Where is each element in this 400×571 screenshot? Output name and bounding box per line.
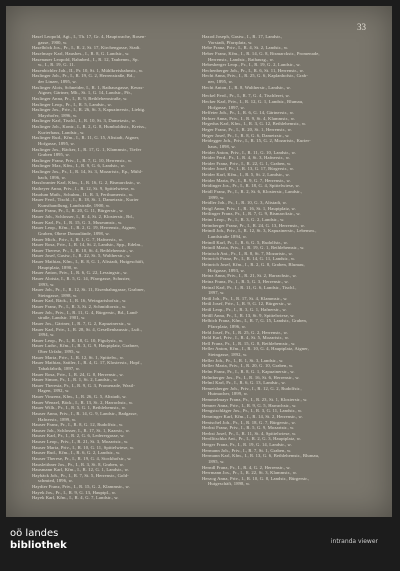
directory-entry-line: Hazod Joseph, Gastw., I., R. 17, Landstr., xyxy=(202,34,283,39)
directory-entry-line: Hauser Rud., Kfm., I., R. 6, G. 2, Landstr., w. xyxy=(32,450,121,456)
scanned-page xyxy=(6,6,392,517)
directory-entry-line: Hayek Jos., Pr., I., R. 9, G. 13, Hauptpl., w. xyxy=(32,489,117,495)
directory-entry-line: Helm Franz, Pr., I., R. 8, G. 1, Kapuzinerstr., w. xyxy=(202,368,295,374)
page-number: 33 xyxy=(357,22,366,32)
directory-entry-line: schmied, 1896, w. xyxy=(38,478,73,484)
directory-entry-line: 1894, w. xyxy=(38,332,55,338)
directory-entry-line: Hauer Mathias, Kfm., I., R. 8, G. 1, Altstadt, Hutgeschäft, xyxy=(32,259,145,264)
directory-entry-line: Hausmann Karl, Kfm., I., R. 12, G. 1, Landstr., w. xyxy=(32,467,129,473)
directory-entry-line: Haslinger Jos., Bäcker, I., R. 17, G. 1, Klammstr., Tiefer xyxy=(32,146,142,152)
directory-entry-line: Hauer Rosa, Priv., I., R. 24, G. 8, Herrenstr., w. xyxy=(32,371,124,377)
directory-entry-line: Haudum Math., Schuhm., II., R. 3, Ferihumerstr., w. xyxy=(32,191,134,197)
directory-entry-line: Hasslwanter Karl, Kfm., I., R. 16, G. 2, Bismarckstr., w. xyxy=(32,180,141,186)
directory-entry-line: Heiß Joh., Pr., I., R. 17, St. 4, Klammstr., w. xyxy=(202,295,288,301)
directory-entry-line: der Linzer, 1895, w. xyxy=(38,79,77,84)
directory-entry-line: haus, 1898, w. xyxy=(208,143,236,149)
directory-entry-line: Hauer Jos., Gärtner, I., R. 7, G. 2, Kapuzinerstr., w. xyxy=(32,320,132,326)
directory-entry-line: Hutmacher, 1899, w. xyxy=(208,391,249,397)
directory-entry-line: Hauer Joh., Schlosser, I., R. 4, St. 2, Klosterstr., Bd., xyxy=(32,214,135,219)
directory-entry-line: Heindl Joh., Priv., I., R. 12, St. 3, Kapuzinerstr., Lebensm., xyxy=(202,228,317,234)
directory-entry-line: Heider Josef, Pr., I., R. 13, G. 17, Bürgerstr., w. xyxy=(202,166,295,172)
directory-entry-line: Hecht Anton, I., R. 8, Waltherstr., Landstr., w. xyxy=(202,84,291,90)
directory-entry-line: Ober Urfahr, 1895, w. xyxy=(38,349,81,354)
directory-entry-line: Hauser Maria, Priv., I., R. 10, G. 11, Spittelwiese, w. xyxy=(32,444,135,450)
directory-entry-line: Haslinger Max, Kfm., I., R. 9, G. 6, Landstr., w. xyxy=(32,163,126,169)
directory-entry-line: Herger Franz, Pr., I., R. 19, G. 14, Landstr., w. xyxy=(202,442,292,447)
directory-entry-line: Hauer Mathias, Sattler, I., R. 4, G. 17, Klosterstr., Hopf., xyxy=(32,360,143,366)
logo-line-1: oö landes xyxy=(10,528,59,539)
directory-entry-line: Hauer Joh., Priv., I., R. 11, G. 4, Bürgerstr., Bd., Land- xyxy=(32,309,139,315)
directory-entry-line: Hegedus Karl, Kfm., I., R. 3, G. 12, Bethlehemstr., w. xyxy=(202,121,307,127)
directory-entry-line: Hauser Anna, Priv., I., R. 14, G. 9, Landstr., Badgasse, xyxy=(32,410,138,416)
directory-entry-line: Heimberger Franz, Pr., I., R. 24, G. 13, Herrenstr., w. xyxy=(202,222,305,228)
directory-entry-line: Haselmayr Karl, Hausbes., I., R. 8, G. Landstr., w. xyxy=(32,50,130,56)
directory-entry-line: Helml Karl, Pr., I., R. 6, G. 13, Landstr., w. xyxy=(202,380,286,386)
directory-entry-line: Heidinger Jos., Pr., I., R. 18, G. 4, Spittelwiese, w. xyxy=(202,183,300,189)
directory-entry-line: Steingasse, 1898, w. xyxy=(38,292,78,298)
directory-entry-line: Hemmelmayr Franz, Pr., I., R. 23, St. 1, Klosterstr., w. xyxy=(202,397,308,402)
directory-entry-line: Heindl Karl, Pr., I., R. 6, G. 5, Rudolfstr., w. xyxy=(202,239,289,245)
directory-entry-line: Haslinger Joh., Kontr., I., R. 2, G. 8, Humboldtstr., Kreiss., xyxy=(32,124,147,129)
directory-entry-line: Heidler Joh., Pr., I., R. 10, G. 3, Altstadt, w. xyxy=(202,200,288,206)
directory-entry-line: Heller Joh., Pr., I., R. 1, St. 3, Landstr., w. xyxy=(202,357,284,363)
directory-entry-line: Hauer Franz, Pr., I., R. 20, G. 11, Bürgerstr., w. xyxy=(32,208,124,214)
directory-entry-line: Hauer Mich., Priv., I., R. 1, G. 7, Hafnerstr., w. xyxy=(32,236,124,242)
directory-entry-line: Landstraße 1894, w. xyxy=(208,233,248,239)
directory-entry-line: Hayek Karl, Kfm., I., R. 4, G. 7, Landstr., w. xyxy=(32,495,119,501)
directory-entry-line: Heger Josef, Pr., I., R. 8, G. 6, Dametzstr., w. xyxy=(202,132,290,138)
directory-entry-line: Hermann Karl, Kfm., I., R. 13, G. 6, Bethlehemstr., Blumau, xyxy=(202,453,320,459)
directory-entry-line: Hafnerstr., 1899, w. xyxy=(38,416,77,422)
directory-entry-line: Heider Anton, Priv., I., R. 11, G. 10, Landstr., w. xyxy=(202,149,297,155)
directory-entry-line: Hauer Karl, Bäck., I., R. 16, Weingartshofstr., w. xyxy=(32,298,127,304)
directory-entry-line: Heller Maria, Priv., I., R. 20, G. 10, Graben, w. xyxy=(202,363,294,369)
directory-entry-line: Hatheyer Anna, Priv., I., R. 12, St. 9, Spittelwiese, w. xyxy=(32,185,136,191)
directory-entry-line: Hauer Aloisia, I., R. 5, G. 14, Pfarrgasse, Schuster, xyxy=(32,275,131,281)
right-column xyxy=(202,34,370,487)
directory-entry-line: Hauer Rosa, Priv., I., R. 14, St. 2, Landstr., Spp., Edelm., xyxy=(32,242,143,248)
directory-entry-line: Heinisch Ant., Pr., I., R. 8, St. 7, Mozartstr., w. xyxy=(202,250,293,256)
directory-entry-line: Haslinger Leop., Pr., I., R. 5, Landstr., w. xyxy=(32,101,112,107)
directory-entry-line: Heinrich Josef, Kfm., I., R. 2, G. 8, Graben, Blumau, xyxy=(202,262,305,267)
directory-entry-line: Hermann Joh., Priv., I., R. 7, St. 1, Graben, w. xyxy=(202,447,292,453)
directory-entry-line: Heider Karl, Kfm., I., R. 5, St. 2, Landstr., w. xyxy=(202,172,290,177)
directory-entry-line: Hauer Ludw., Kfm., I., R. 3, G. 9, Hauptplatz, Grabner, xyxy=(32,343,140,349)
directory-entry-line: Hauser Karl, Pr., I., R. 2, G. 6, Lederergasse, w. xyxy=(32,433,125,439)
directory-entry-line: ner, 1895, w. xyxy=(208,79,233,84)
directory-entry-line: Heger Franz, Pr., I., R. 20, St. 1, Herrenstr., w. xyxy=(202,127,293,132)
directory-entry-line: Heckel Ferd., Pr., I., R. 7, G. 4, Tischlerei, w. xyxy=(202,93,290,99)
directory-entry-line: Hauer Vinzenz, Kfm., I., R. 26, G. 5, Altstadt, w. xyxy=(32,394,127,399)
directory-entry-line: Heller Anton, Kfm., I., R. 10, G. 4, Hauptplatz, Aigner, xyxy=(202,346,309,352)
directory-entry-line: Pfarrplatz, 1896, w. xyxy=(208,323,247,329)
directory-entry-line: Heim Leop., Pr., I., R. 3, G. 2, Landstr., w. xyxy=(202,217,285,222)
directory-entry-line: Hauer Ferd., Tischl., I., R. 18, St. 1, Dametzstr., Kurier xyxy=(32,197,139,203)
directory-entry-line: Held Karl, Priv., I., R. 4, St. 5, Mozartstr., w. xyxy=(202,335,290,341)
left-column xyxy=(32,34,196,501)
directory-entry-line: Heidegger Joh., Priv., I., R. 15, G. 2, Mozartstr., Kurier- xyxy=(202,138,311,144)
directory-entry-line: gasse, 1900, w. xyxy=(38,39,68,45)
directory-entry-line: Hengstschläger Jos., Pr., I., R. 3, G. 11, Landstr., w. xyxy=(202,408,303,414)
directory-entry-line: Haselböck Jos., Pr., I., R. 2, St. 17, Kirchengasse, Stadt. xyxy=(32,45,141,51)
directory-entry-line: Heißl Anna, Pr., I., R. 13, St. 9, Spittelwiese, w. xyxy=(202,312,295,318)
directory-entry-line: Hofgasse, 1897, w. xyxy=(208,104,245,110)
directory-entry-line: w., I., R. 19, G. 11. xyxy=(38,62,75,68)
directory-entry-line: Herrmann Jos., Pr., I., R. 22, St. 3, Klammstr., w. xyxy=(202,470,298,476)
directory-entry-line: Herrenstr., Landstr., Rathausg., w. xyxy=(208,56,274,62)
directory-entry-line: Herzog Anna, Priv., I., R. 10, G. 8, Landstr., Bürgerstr., xyxy=(202,475,310,481)
directory-entry-line: Held Josef, Pr., I., R. 25, G. 2, Herrenstr., w. xyxy=(202,329,289,335)
directory-entry-line: Hauer Josef, Gastw., I., R. 22, St. 5, Waltherstr., w. xyxy=(32,253,131,259)
directory-entry-line: Herdlitschka Ant., Pr., I., R. 2, G. 3, Hauptplatz, w. xyxy=(202,436,302,442)
directory-entry-line: Helbich Franz, Kfm., I., R. 7, G. 15, Landstr., Graben, xyxy=(202,318,308,324)
directory-entry-line: Haslinger Jos., Pr., I., R. 14, St. 3, Mozartstr., Ep., Mühl- xyxy=(32,169,143,174)
directory-entry-line: Heidl Franz, Pr., I., R. 2, St. 6, Klosterstr., Landstr., xyxy=(202,188,303,194)
directory-entry-line: Hofgasse, 1893, w. xyxy=(208,267,245,273)
directory-entry-line: Heilinger Franz, Pr., I., R. 7, G. 9, Bismarckstr., w. xyxy=(202,211,301,217)
directory-entry-line: straße, Landstr. 1901, w. xyxy=(38,315,86,321)
directory-entry-line: Heider Ferd., Pr., I., R. 4, St. 3, Hafnerstr., w. xyxy=(202,155,291,161)
directory-entry-line: Aigner, Gärtner, Mlt., St. 1, G. 14, Landstr., Pfr., xyxy=(38,90,133,96)
directory-entry-line: Hausleithner Jos., Pr., I., R. 3, St. 8, Graben, w. xyxy=(32,461,124,467)
directory-entry-line: Tabakfabrik, 1897, w. xyxy=(38,365,81,371)
directory-entry-line: Hauer Therese, Pr., I., R. 10, St. 4, Bethlehemstr., w. xyxy=(32,247,134,253)
directory-entry-line: Heffeter Joh., Pr., I., R. 6, G. 14, Gärtnerstr., w. xyxy=(202,110,295,116)
directory-entry-line: Heinrich Franz, Pr., I., R. 14, G. 11, Landstr., w. xyxy=(202,256,296,262)
directory-entry-line: Hauser Therese, Pr., I., R. 19, G. 4, Stockhofstr., w. xyxy=(32,455,132,461)
directory-entry-line: Henner Anna, Priv., I., R. 9, G. 5, Harrachstr., w. xyxy=(202,402,297,408)
viewer-brand[interactable]: intranda viewer xyxy=(330,538,378,545)
directory-entry-line: Heinz Franz, Pr., I., R. 5, G. 3, Herrenstr., w. xyxy=(202,278,289,284)
directory-entry-line: Kurierhaus, Landstr., w. xyxy=(38,129,85,135)
directory-entry-line: Hauer Karl, Pr., I., R. 15, G. 3, Museumstr., w. xyxy=(32,219,123,225)
directory-entry-line: Graben, Obere Donaulände, 1898, w. xyxy=(38,230,110,236)
directory-entry-line: Steingasse, 1892, w. xyxy=(208,352,248,357)
directory-entry-line: Hauser Franz, Pr., I., R. 8, G. 12, Rudolfstr., w. xyxy=(32,422,124,428)
directory-entry-line: Hasel Leopold, Agt., I., Th. 17, Gr. 4, Hauptwache, Rosen- xyxy=(32,34,147,39)
directory-entry-line: Haslinger Franz, Priv., I., R. 7, G. 10, Herrenstr., w. xyxy=(32,157,133,163)
directory-entry-line: Mayrhofer, 1896, w. xyxy=(38,112,78,118)
directory-entry-line: Hauer Karl, Priv., I., R. 28, St. 4, Gesellenhausstr., Luft., xyxy=(32,326,143,332)
directory-entry-line: Hagen, 1892, w. xyxy=(38,388,70,394)
directory-entry-line: Hebe Franz, Priv., I., R. 4, St. 2, Landstr., w. xyxy=(202,45,289,51)
directory-entry-line: Hauer Maria, Priv., I., R. 12, St. 1, Spittelw., w. xyxy=(32,354,125,360)
directory-entry-line: Hecht Anna, Priv., I., R. 25, G. 6, Kaplanhofstr., Grab- xyxy=(202,73,308,79)
directory-entry-line: Hecker Karl, Priv., I., R. 12, G. 1, Landstr., Blumau, xyxy=(202,98,304,104)
directory-entry-line: 1893, w. xyxy=(38,281,55,287)
directory-entry-line: Heiß Josef, Priv., I., R. 9, G. 12, Bürgerstr., w. xyxy=(202,301,292,307)
directory-entry-line: Hauer Simon, Pr., I., R. 1, St. 2, Landstr., w. xyxy=(32,377,118,383)
directory-entry-line: Hasenbichler Joh., II., Pr. 10, St. 1, Mühlkreisbahnstr., w. xyxy=(32,67,144,73)
directory-entry-line: Hauptplatz, 1890, w. xyxy=(38,264,79,270)
directory-entry-line: Heindl Maria, Priv., I., R. 19, G. 1, Bethlehemstr., w. xyxy=(202,245,305,251)
directory-entry-line: Herndl Franz, Pr., I., R. 4, G. 2, Herrenstr., w. xyxy=(202,464,291,470)
directory-entry-line: Heiß Leop., Pr., I., R. 3, G. 1, Hafnerstr., w. xyxy=(202,307,287,312)
directory-entry-line: Haslinger Anna, Pr., I., R. 9, Bethlehemstraße, w. xyxy=(32,95,128,101)
directory-entry-line: Graben 1895, w. xyxy=(38,152,70,158)
directory-entry-line: Hentschel Joh., Pr., I., R. 18, G. 7, Bürgerstr., w. xyxy=(202,419,296,425)
directory-entry-line: Hebesberger Leop., Pr., I., R. 19, G. 2, Landstr., w. xyxy=(202,62,301,68)
directory-entry-line: Heider Franz, Priv., I., R. 22, G. 1, Graben, w. xyxy=(202,160,292,166)
directory-entry-line: Hauer Leop., Kfm., I., R. 2, G. 19, Herrenstr., Aigner, xyxy=(32,225,137,231)
directory-entry-line: Heinzl Karl, Pr., I., R. 11, G. 6, Landstr., Tischl., xyxy=(202,284,297,290)
directory-entry-line: Hauer Wenzel, Bäck., I., R. 13, St. 2, Harrachstr., w. xyxy=(32,399,134,405)
library-logo[interactable] xyxy=(10,528,67,552)
directory-entry-line: Herbst Franz, Priv., I., R. 5, G. 9, Mozartstr., w. xyxy=(202,425,295,431)
directory-entry-line: Vorstadt, Pfarrplatz, w. xyxy=(208,39,253,45)
directory-entry-line: bach, 1896, w. xyxy=(38,174,67,180)
directory-entry-line: Heigl Anna, Priv., I., R. 16, St. 1, Hauptplatz, w. xyxy=(202,205,296,211)
directory-entry-line: Haydter Franz, Priv., I., R. 15, G. 2, Klammstr., w. xyxy=(32,484,130,489)
directory-entry-line: Hechenberger Joh., Pr., I., R. 6, St. 11, Herrenstr., w. xyxy=(202,67,305,73)
directory-entry-line: Haslinger Alois, Schneider, I., R. 1, Rathausgasse, Keuss- xyxy=(32,84,145,90)
directory-entry-line: 1895, w. xyxy=(208,458,225,464)
directory-entry-line: Haslinger Joh., Pr., I., R. 19, G. 2, Herrenstraße, Bd., xyxy=(32,73,135,79)
directory-entry-line: Hauer Joh., Pr., I., R. 12, St. 11, Eisenbahngasse, Grabner, xyxy=(32,287,145,293)
directory-entry-line: Heinz Anna, Priv., I., R. 21, St. 2, Harrachstr., w. xyxy=(202,273,297,279)
directory-entry-line: Haybäck Joh., Pr., I., R. 7, St. 5, Herrenstr., Gold- xyxy=(32,472,129,478)
directory-entry-line: Haslinger Rud., Kfm., I., R. 11, G. 15, Altstadt, Aigner, xyxy=(32,135,140,141)
directory-entry-line: 1899, w. xyxy=(208,194,225,200)
directory-entry-line: Hemetsberger Joh., Priv., I., R. 12, G. 2, Rudolfstr., xyxy=(202,385,302,391)
directory-entry-line: Hasenauer Leopold, Bahnbed., I., R. 12, Taubenm., Sp. xyxy=(32,56,139,62)
directory-entry-line: Hofgasse, 1895, w. xyxy=(38,140,75,146)
directory-entry-line: Haslinger Jos., Priv., I., R. 26, St. 3, Kapuzinerstr., Liebig. xyxy=(32,107,146,113)
directory-entry-line: Heber Franz, Kfm., I., R. 14, G. 8, Bismarckstr., Promenade, xyxy=(202,50,320,56)
directory-entry-line: Hauer Franz, Pr., I., R. 3, St. 2, Schmidtorstr., w. xyxy=(32,304,127,309)
directory-entry-line: Helmberger Jos., Pr., I., R. 16, St. 6, Herrenstr., w. xyxy=(202,374,300,380)
directory-entry-line: Haslinger Karl, Tischl., I., R. 10, St. 3, Dametzstr., w. xyxy=(32,118,137,124)
directory-entry-line: Hauer Leop., Pr., I., R. 18, G. 10, Figulystr., w. xyxy=(32,337,124,343)
directory-entry-line: Henninger Karl, Kfm., I., R. 14, St. 2, Herrenstr., w. xyxy=(202,413,303,419)
directory-entry-line: Hutgeschäft, 1898, w. xyxy=(208,481,251,487)
directory-entry-line: 1897, w. xyxy=(208,290,225,296)
directory-entry-line: Herbst Josef, Pr., I., R. 11, St. 4, Spittelwiese, w. xyxy=(202,430,297,436)
directory-entry-line: Kunsthandlung, Landstraße, 1900, w. xyxy=(38,202,111,208)
directory-entry-line: Hauser Joh., Schlosser, I., R. 17, St. 1, Kaarstr., w. xyxy=(32,427,130,433)
directory-entry-line: Hauser Leop., Priv., I., R. 21, St. 3, Mozartstr., w. xyxy=(32,439,129,444)
directory-entry-line: Hefner Anna, Priv., I., R. 9, St. 4, Klammstr., w. xyxy=(202,115,296,121)
directory-entry-line: Hauer Anton, Priv., I., R. 6, G. 22, Lessingstr., w. xyxy=(32,270,128,276)
directory-entry-line: Hell Franz, Pr., I., R. 15, G. 8, Bethlehemstr., w. xyxy=(202,340,296,346)
directory-entry-line: Hauer Wilh., Pr., I., R. 5, G. 1, Bethlehemstr., w. xyxy=(32,405,127,411)
directory-entry-line: Heider Maria, Pr., I., R. 9, G. 7, Herrenstr., w. xyxy=(202,177,291,183)
logo-line-2: bibliothek xyxy=(10,540,67,551)
directory-entry-line: Hauer Theresia, Pr., I., R. 9, G. 3, Promenade, Wastl- xyxy=(32,382,135,388)
